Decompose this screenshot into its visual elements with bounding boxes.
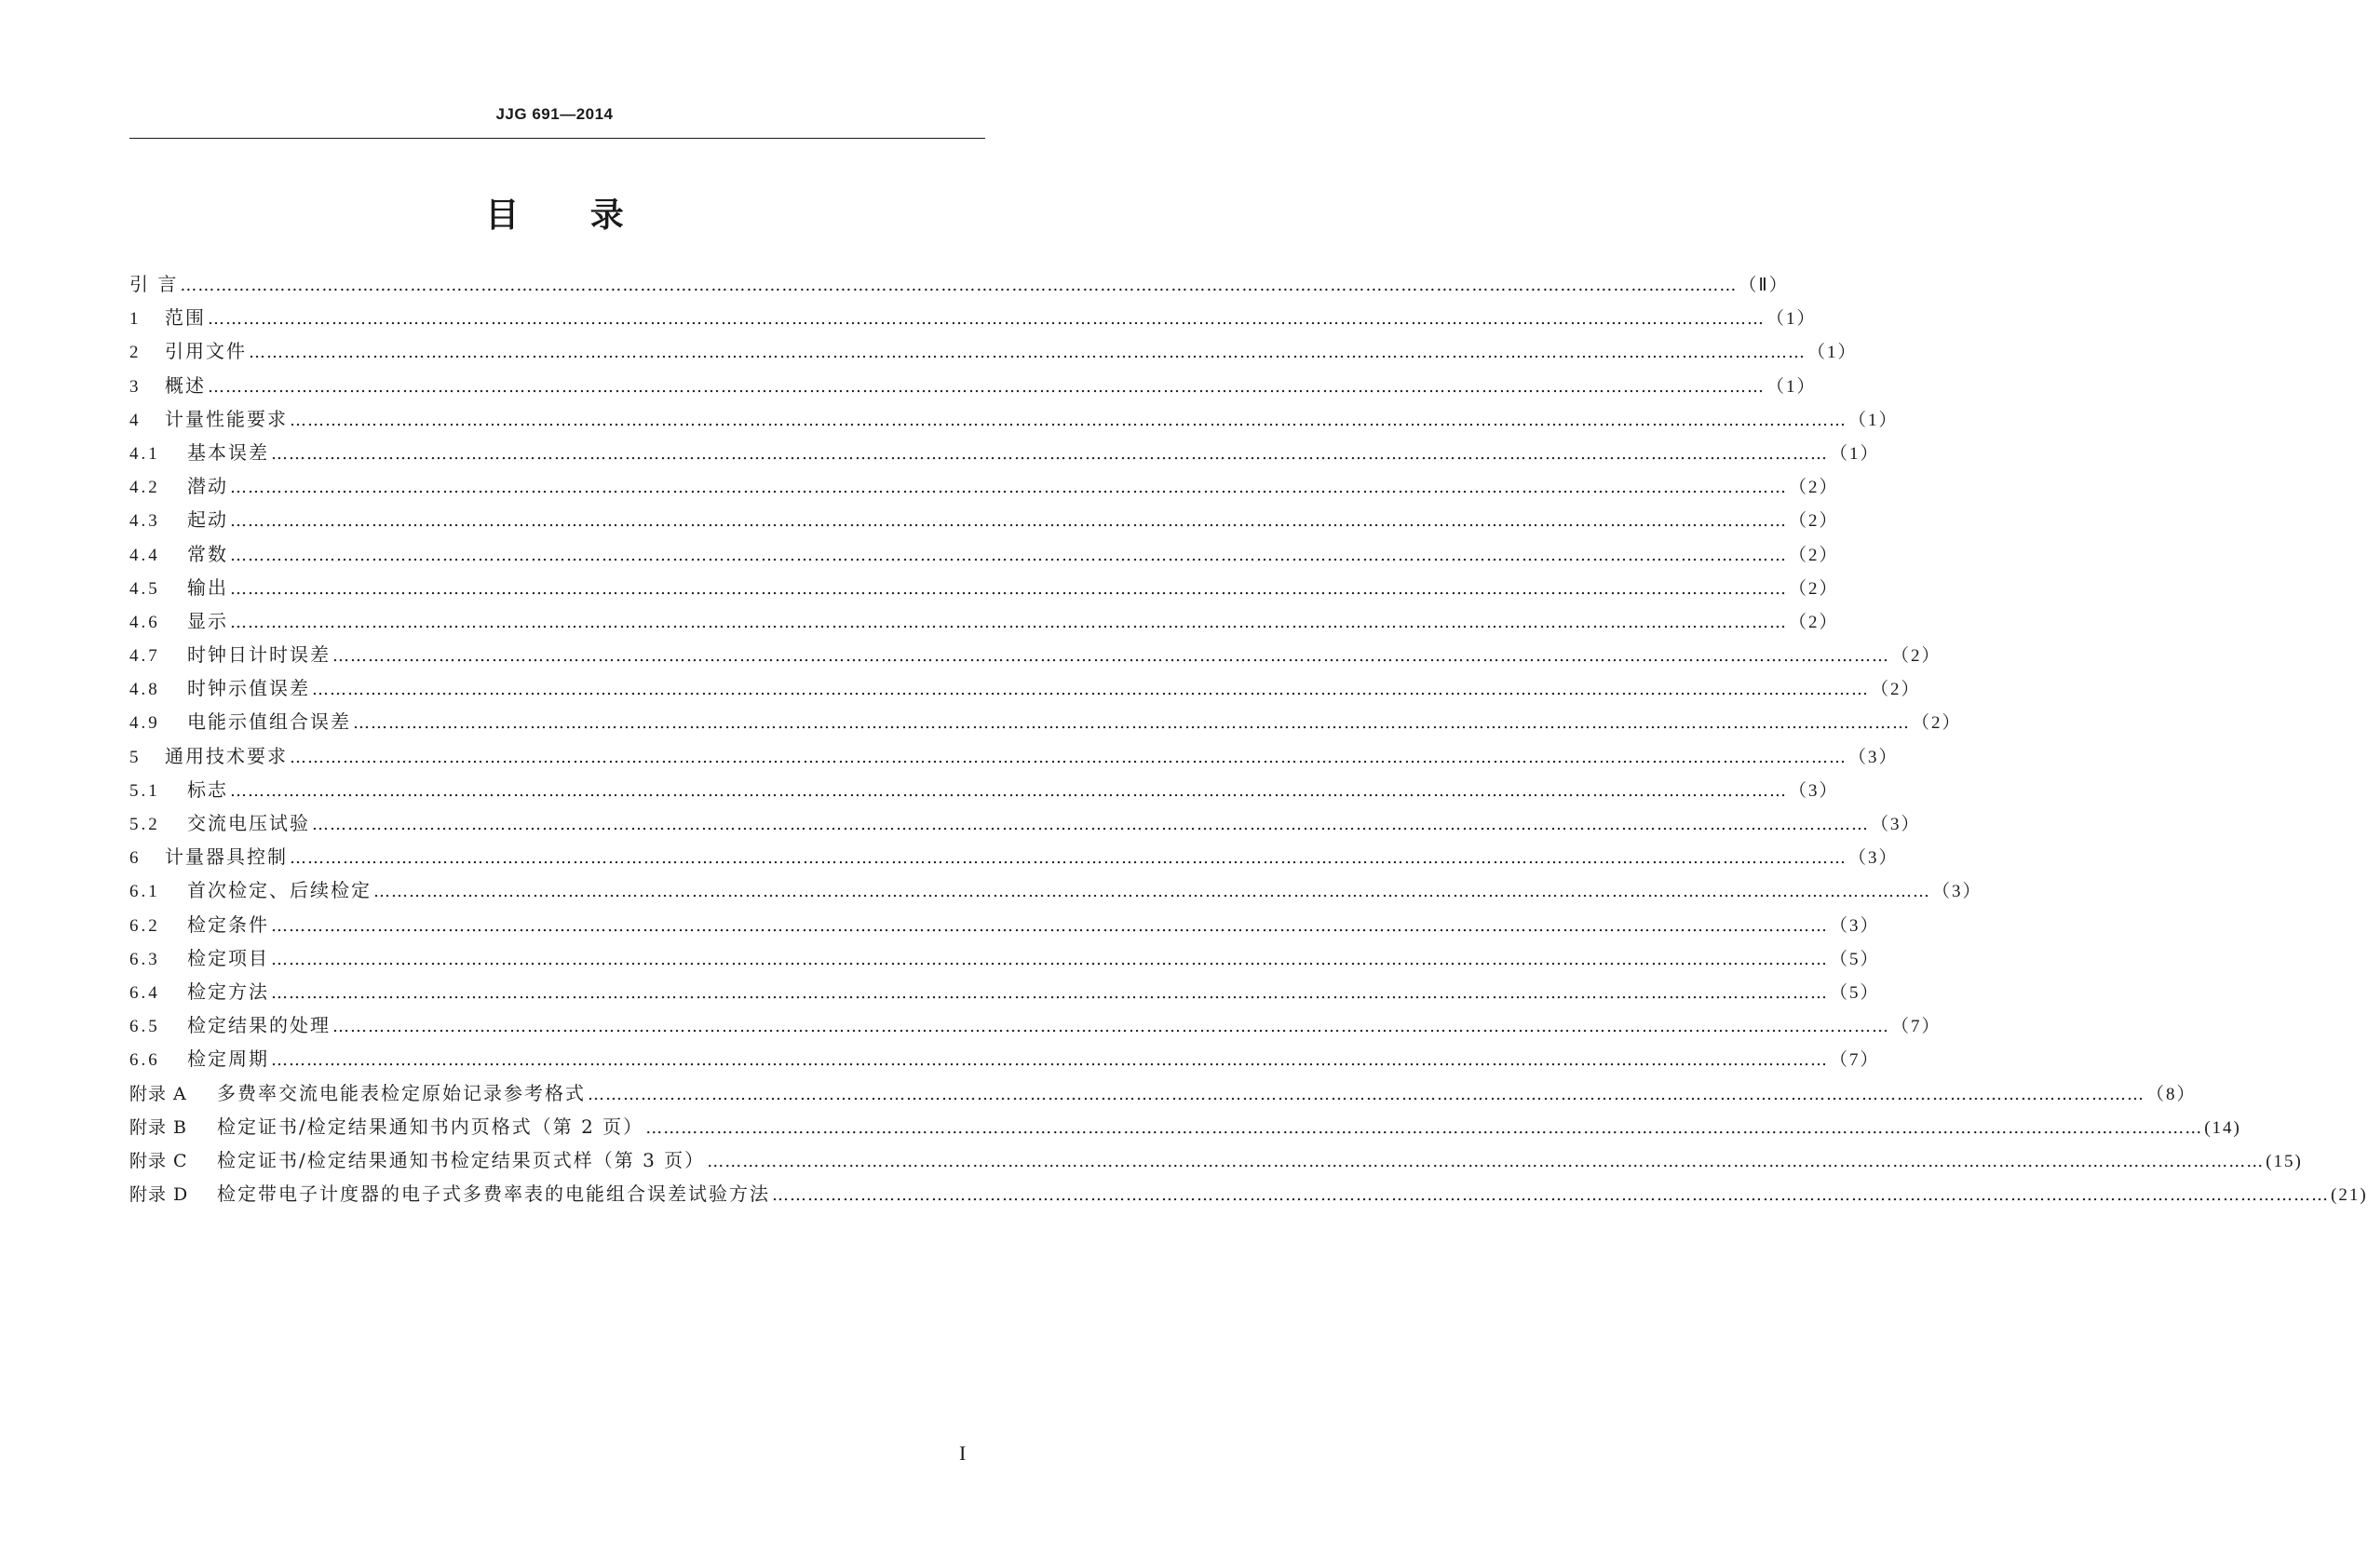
toc-entry <box>129 371 1817 404</box>
toc-entry-title: 检定证书/检定结果通知书检定结果页式样（第 3 页） <box>217 1148 706 1171</box>
toc-entry-number: 6.5 <box>129 1017 160 1037</box>
toc-leader-dots: ………………………………………………………………………………………………………………………………………………………………………………………………………………………………………… <box>312 815 1869 834</box>
toc-entry-page: (15) <box>2266 1151 2303 1171</box>
toc-entry-title: 概述 <box>165 373 206 397</box>
toc-entry <box>129 573 1839 606</box>
toc-entry-number: 4.6 <box>129 612 160 632</box>
toc-entry-page: （Ⅱ） <box>1739 276 1789 295</box>
toc-entry-title: 电能示值组合误差 <box>187 710 351 734</box>
toc-entry <box>129 303 1817 336</box>
toc-entry <box>129 707 1962 740</box>
toc-leader-dots: ………………………………………………………………………………………………………………………………………………………………………………………………………………………………………… <box>230 780 1787 801</box>
toc-entry-page: （2） <box>1891 646 1942 667</box>
toc-entry <box>129 977 1880 1010</box>
toc-entry-page: （3） <box>1871 815 1921 834</box>
toc-entry-page: （8） <box>2146 1084 2197 1104</box>
table-of-contents <box>129 269 2368 1212</box>
toc-entry-number: 4.2 <box>129 478 160 498</box>
toc-entry-page: （2） <box>1871 680 1921 700</box>
toc-entry-title: 输出 <box>187 575 228 599</box>
toc-entry <box>129 741 1899 775</box>
toc-entry <box>129 539 1839 573</box>
toc-leader-dots: ………………………………………………………………………………………………………………………………………………………………………………………………………………………………………… <box>249 343 1806 363</box>
toc-entry-number: 6.3 <box>129 949 160 969</box>
toc-entry-title: 计量器具控制 <box>165 845 288 869</box>
toc-entry-page: （3） <box>1848 848 1899 869</box>
toc-entry <box>129 438 1880 471</box>
toc-entry-page: （1） <box>1766 309 1817 330</box>
toc-leader-dots: ………………………………………………………………………………………………………………………………………………………………………………………………………………………………………… <box>290 410 1847 430</box>
toc-entry <box>129 1145 2303 1179</box>
toc-entry <box>129 404 1899 438</box>
toc-entry-title: 检定项目 <box>187 946 269 969</box>
toc-entry-number: 4.1 <box>129 443 160 464</box>
page-title: 目 录 <box>485 196 624 235</box>
toc-leader-dots: ………………………………………………………………………………………………………………………………………………………………………………………………………………………………………… <box>707 1151 2265 1171</box>
toc-leader-dots: ………………………………………………………………………………………………………………………………………………………………………………………………………………………………………… <box>208 309 1765 330</box>
toc-entry-title: 检定条件 <box>187 912 269 936</box>
toc-leader-dots: ………………………………………………………………………………………………………………………………………………………………………………………………………………………………………… <box>230 612 1787 632</box>
toc-entry <box>129 842 1899 875</box>
toc-entry-title: 常数 <box>187 542 228 565</box>
toc-entry-number: 5.1 <box>129 780 160 801</box>
toc-entry-number: 附录 D <box>129 1184 189 1206</box>
toc-entry <box>129 269 1789 303</box>
toc-entry-page: （7） <box>1830 1050 1880 1071</box>
toc-entry <box>129 943 1880 977</box>
toc-entry <box>129 1010 1942 1044</box>
toc-entry-page: （3） <box>1789 780 1839 801</box>
toc-entry-page: （2） <box>1789 612 1839 632</box>
toc-entry <box>129 505 1839 538</box>
toc-entry-page: （7） <box>1891 1017 1942 1037</box>
toc-entry-page: （1） <box>1848 410 1899 430</box>
toc-entry-number: 4.7 <box>129 646 160 667</box>
toc-entry-title: 检定证书/检定结果通知书内页格式（第 2 页） <box>217 1115 644 1138</box>
toc-leader-dots: ………………………………………………………………………………………………………………………………………………………………………………………………………………………………………… <box>230 478 1787 498</box>
toc-entry <box>129 1112 2241 1145</box>
toc-entry-number: 6.4 <box>129 982 160 1003</box>
toc-leader-dots: ………………………………………………………………………………………………………………………………………………………………………………………………………………………………………… <box>772 1185 2329 1206</box>
toc-entry-page: （1） <box>1807 343 1858 363</box>
toc-entry <box>129 606 1839 640</box>
toc-entry-title: 计量性能要求 <box>165 407 288 430</box>
toc-entry <box>129 1044 1880 1077</box>
toc-leader-dots: ………………………………………………………………………………………………………………………………………………………………………………………………………………………………………… <box>290 747 1847 767</box>
toc-entry-page: （5） <box>1830 949 1880 969</box>
toc-entry-page: (14) <box>2204 1117 2241 1138</box>
toc-entry-number: 5 <box>129 747 142 767</box>
toc-entry-number: 3 <box>129 376 142 397</box>
toc-entry <box>129 875 1982 909</box>
toc-entry-page: （2） <box>1789 578 1839 599</box>
toc-entry <box>129 775 1839 808</box>
toc-entry-title: 潜动 <box>187 475 228 498</box>
toc-entry-page: （1） <box>1766 376 1817 397</box>
toc-leader-dots: ………………………………………………………………………………………………………………………………………………………………………………………………………………………………………… <box>332 1017 1889 1037</box>
toc-entry-title: 时钟示值误差 <box>187 677 310 700</box>
toc-entry-title: 检定周期 <box>187 1048 269 1071</box>
toc-entry-number: 4.3 <box>129 511 160 532</box>
toc-entry-page: （3） <box>1830 915 1880 936</box>
toc-entry-number: 4.9 <box>129 713 160 734</box>
toc-entry <box>129 336 1858 370</box>
toc-leader-dots: ………………………………………………………………………………………………………………………………………………………………………………………………………………………………………… <box>290 848 1847 869</box>
toc-entry-number: 附录 A <box>129 1083 187 1104</box>
toc-entry-number: 4.5 <box>129 578 160 599</box>
toc-entry-number: 5.2 <box>129 815 160 834</box>
toc-entry-number: 4 <box>129 410 142 430</box>
toc-entry-title: 标志 <box>187 777 228 801</box>
toc-entry <box>129 808 1921 842</box>
toc-entry-number: 4.4 <box>129 545 160 565</box>
toc-entry <box>129 1179 2368 1212</box>
toc-entry <box>129 640 1942 673</box>
toc-entry-number: 6 <box>129 848 142 869</box>
toc-entry-page: （2） <box>1912 713 1962 734</box>
toc-entry-title: 时钟日计时误差 <box>187 643 331 667</box>
toc-entry-title: 多费率交流电能表检定原始记录参考格式 <box>217 1081 586 1104</box>
toc-entry-page: （2） <box>1789 478 1839 498</box>
toc-entry-page: (21) <box>2331 1185 2368 1206</box>
toc-leader-dots: ………………………………………………………………………………………………………………………………………………………………………………………………………………………………………… <box>332 646 1889 667</box>
toc-entry-page: （3） <box>1848 747 1899 767</box>
toc-entry-page: （2） <box>1789 545 1839 565</box>
toc-entry <box>129 471 1839 505</box>
toc-leader-dots: ………………………………………………………………………………………………………………………………………………………………………………………………………………………………………… <box>373 882 1930 902</box>
toc-entry <box>129 673 1921 707</box>
toc-entry-number: 1 <box>129 309 142 330</box>
page-number: I <box>959 1441 967 1465</box>
toc-entry-title: 交流电压试验 <box>187 812 310 834</box>
toc-entry <box>129 1078 2197 1112</box>
toc-entry-number: 6.2 <box>129 915 160 936</box>
toc-entry-number: 6.1 <box>129 882 160 902</box>
toc-leader-dots: ………………………………………………………………………………………………………………………………………………………………………………………………………………………………………… <box>180 276 1738 295</box>
toc-leader-dots: ………………………………………………………………………………………………………………………………………………………………………………………………………………………………………… <box>208 376 1765 397</box>
toc-entry-number: 附录 C <box>129 1150 188 1171</box>
toc-leader-dots: ………………………………………………………………………………………………………………………………………………………………………………………………………………………………………… <box>645 1117 2203 1138</box>
toc-leader-dots: ………………………………………………………………………………………………………………………………………………………………………………………………………………………………………… <box>230 511 1787 532</box>
toc-leader-dots: ………………………………………………………………………………………………………………………………………………………………………………………………………………………………………… <box>271 915 1828 936</box>
toc-entry-title: 显示 <box>187 609 228 632</box>
page-header-standard-code: JJG 691—2014 <box>495 105 614 123</box>
toc-leader-dots: ………………………………………………………………………………………………………………………………………………………………………………………………………………………………………… <box>312 680 1869 700</box>
toc-entry-number: 4.8 <box>129 680 160 700</box>
toc-leader-dots: ………………………………………………………………………………………………………………………………………………………………………………………………………………………………………… <box>230 545 1787 565</box>
toc-entry-page: （2） <box>1789 511 1839 532</box>
toc-leader-dots: ………………………………………………………………………………………………………………………………………………………………………………………………………………………………………… <box>271 982 1828 1003</box>
toc-entry-page: （5） <box>1830 982 1880 1003</box>
toc-entry-title: 起动 <box>187 508 228 532</box>
toc-leader-dots: ………………………………………………………………………………………………………………………………………………………………………………………………………………………………………… <box>271 443 1828 464</box>
toc-entry <box>129 910 1880 943</box>
toc-entry-title: 引用文件 <box>165 340 247 363</box>
toc-entry-page: （1） <box>1830 443 1880 464</box>
toc-entry-page: （3） <box>1932 882 1982 902</box>
toc-entry-title: 检定方法 <box>187 980 269 1003</box>
toc-entry-title: 引 言 <box>129 273 179 295</box>
toc-entry-title: 基本误差 <box>187 440 269 464</box>
toc-entry-title: 检定结果的处理 <box>187 1014 331 1037</box>
toc-entry-number: 2 <box>129 343 142 363</box>
toc-entry-title: 通用技术要求 <box>165 744 288 767</box>
toc-entry-title: 首次检定、后续检定 <box>187 879 372 902</box>
toc-entry-number: 6.6 <box>129 1050 160 1071</box>
toc-leader-dots: ………………………………………………………………………………………………………………………………………………………………………………………………………………………………………… <box>230 578 1787 599</box>
toc-leader-dots: ………………………………………………………………………………………………………………………………………………………………………………………………………………………………………… <box>271 1050 1828 1071</box>
toc-entry-title: 范围 <box>165 306 206 330</box>
toc-leader-dots: ………………………………………………………………………………………………………………………………………………………………………………………………………………………………………… <box>588 1084 2145 1104</box>
toc-leader-dots: ………………………………………………………………………………………………………………………………………………………………………………………………………………………………………… <box>271 949 1828 969</box>
toc-entry-title: 检定带电子计度器的电子式多费率表的电能组合误差试验方法 <box>217 1183 770 1206</box>
header-rule <box>129 138 985 139</box>
toc-leader-dots: ………………………………………………………………………………………………………………………………………………………………………………………………………………………………………… <box>353 713 1910 734</box>
toc-entry-number: 附录 B <box>129 1116 188 1138</box>
